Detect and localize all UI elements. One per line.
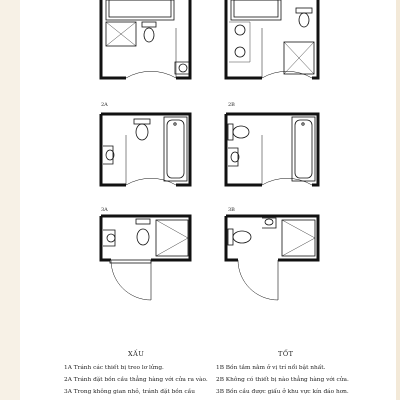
toilet-icon [228,124,249,140]
floor-plan-1a [101,0,190,78]
floor-plan-2a [101,114,190,185]
sink-icon [228,148,239,166]
door-icon [238,260,278,300]
note-2b: 2B Không có thiết bị nào thẳng hàng với cửa. [216,377,349,383]
plan-label-2b: 2B [228,102,235,108]
bathtub-icon [106,0,174,20]
toilet-icon [296,8,312,27]
toilet-icon [228,229,251,245]
plan-label-3a: 3A [101,207,108,213]
shower-icon [156,220,188,256]
floor-plan-3a [101,216,190,300]
note-3a: 3A Trong không gian nhỏ, tránh đặt bồn cầu [64,389,195,395]
sink-icon [175,62,190,74]
note-1a: 1A Tránh các thiết bị treo lơ lửng. [64,365,164,371]
toilet-icon [136,219,150,245]
sink-icon [262,218,276,228]
bathtub-icon [231,0,281,20]
sink-icon [103,146,114,164]
note-2a: 2A Tránh đặt bồn cầu thẳng hàng với cửa ra vào. [64,377,208,383]
toilet-icon [134,119,150,140]
floor-plan-2b [226,114,318,185]
floor-plan-1b [226,0,318,78]
sink-icon [229,22,250,62]
bathtub-icon [292,117,315,181]
heading-good: TỐT [278,350,294,358]
sink-icon [103,230,115,246]
heading-bad: XẤU [128,350,145,358]
shower-icon [106,22,136,46]
note-3b: 3B Bồn cầu được giấu ở khu vực kín đáo hơn. [216,389,349,395]
floor-plan-3b [226,216,318,300]
bathtub-icon [164,117,187,181]
door-icon [110,260,151,300]
plan-label-2a: 2A [101,102,108,108]
shower-icon [284,42,314,74]
plan-label-3b: 3B [228,207,235,213]
toilet-icon [142,22,156,42]
note-1b: 1B Bồn tắm nằm ở vị trí nổi bật nhất. [216,365,326,371]
shower-icon [282,220,315,256]
